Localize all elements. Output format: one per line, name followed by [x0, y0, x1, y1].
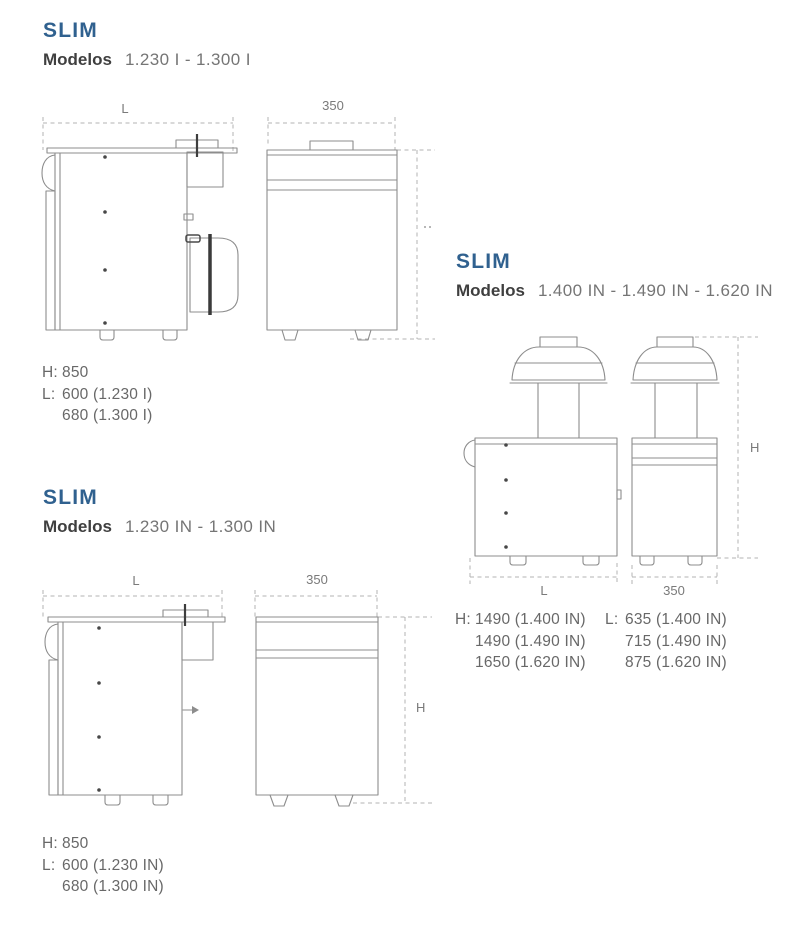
faint-height-mark — [424, 226, 431, 228]
spec-key: H: — [42, 835, 58, 852]
section2-specs-height — [455, 609, 586, 674]
dim-label-width: 350 — [322, 98, 344, 113]
spec-value: 1650 (1.620 IN) — [475, 654, 586, 671]
spec-row — [42, 384, 153, 406]
models-label: Modelos — [43, 517, 112, 536]
dim-label-length: L — [121, 101, 129, 116]
spec-key — [605, 631, 625, 653]
spec-value: 1490 (1.490 IN) — [475, 632, 586, 650]
section2-header — [456, 250, 773, 301]
spec-row — [42, 405, 153, 427]
spec-value: 600 (1.230 I) — [62, 385, 153, 403]
drain-arrow — [192, 706, 199, 714]
section1-models — [43, 50, 251, 70]
spec-key — [42, 405, 62, 427]
models-label: Modelos — [456, 281, 525, 300]
spec-key — [455, 631, 475, 653]
spec-value: 635 (1.400 IN) — [625, 611, 727, 628]
section1-front-view-drawing — [255, 93, 455, 348]
dim-label-height: H — [416, 700, 426, 715]
panel-screws — [103, 155, 107, 325]
section3-models — [43, 517, 276, 537]
section3-specs — [42, 833, 164, 898]
spec-value: 715 (1.490 IN) — [625, 632, 727, 650]
spec-key: H: — [42, 364, 58, 381]
models-value: 1.230 IN - 1.300 IN — [124, 517, 277, 536]
spec-row — [605, 631, 727, 653]
spec-row — [42, 362, 153, 384]
spec-row — [455, 631, 586, 653]
section1-side-view-drawing — [33, 93, 248, 348]
section3-side-view-drawing — [33, 565, 248, 825]
models-label: Modelos — [43, 50, 112, 69]
spec-value: 1490 (1.400 IN) — [475, 611, 586, 628]
spec-key — [42, 876, 62, 898]
spec-row — [455, 652, 586, 674]
spec-value: 680 (1.300 IN) — [62, 878, 164, 895]
section2-side-view-drawing — [455, 332, 637, 602]
spec-key: H: — [455, 611, 471, 628]
section1-specs — [42, 362, 153, 427]
spec-key: L: — [42, 856, 56, 874]
spec-row — [455, 609, 586, 631]
section2-specs-length — [605, 609, 727, 674]
section3-front-view-drawing — [240, 565, 440, 827]
dim-label-width: 350 — [306, 572, 328, 587]
dim-label-length: L — [132, 573, 140, 588]
length-dimension-lines — [43, 590, 222, 620]
spec-row — [605, 609, 727, 631]
section2-models — [456, 281, 773, 301]
spec-key — [605, 652, 625, 674]
panel-screws — [97, 626, 101, 792]
cabinet-outline — [631, 337, 719, 565]
spec-row — [42, 876, 164, 898]
spec-key: L: — [42, 385, 56, 403]
models-value: 1.230 I - 1.300 I — [124, 50, 251, 69]
spec-value: 850 — [62, 364, 89, 381]
panel-screws — [504, 443, 508, 549]
section3-title: SLIM — [43, 486, 98, 509]
dim-label-height: H — [750, 440, 760, 455]
spec-key: L: — [605, 611, 619, 628]
spec-key — [455, 652, 475, 674]
cabinet-outline — [267, 141, 397, 340]
models-value: 1.400 IN - 1.490 IN - 1.620 IN — [537, 281, 773, 300]
spec-value: 875 (1.620 IN) — [625, 654, 727, 671]
cabinet-outline — [256, 617, 378, 806]
spec-value: 850 — [62, 835, 89, 852]
dim-label-width: 350 — [663, 583, 685, 598]
section3-header — [43, 486, 276, 537]
section1-title: SLIM — [43, 19, 98, 42]
section2-front-view-drawing — [620, 332, 798, 602]
cabinet-outline — [464, 337, 621, 565]
spec-row — [605, 652, 727, 674]
dim-label-length: L — [540, 583, 548, 598]
spec-value: 600 (1.230 IN) — [62, 856, 164, 874]
spec-row — [42, 833, 164, 855]
spec-value: 680 (1.300 I) — [62, 407, 153, 424]
dimension-lines — [632, 337, 758, 584]
cabinet-outline — [45, 610, 225, 805]
section2-title: SLIM — [456, 250, 511, 273]
section1-header — [43, 19, 251, 70]
length-dimension-lines — [470, 558, 617, 584]
spec-row — [42, 855, 164, 877]
